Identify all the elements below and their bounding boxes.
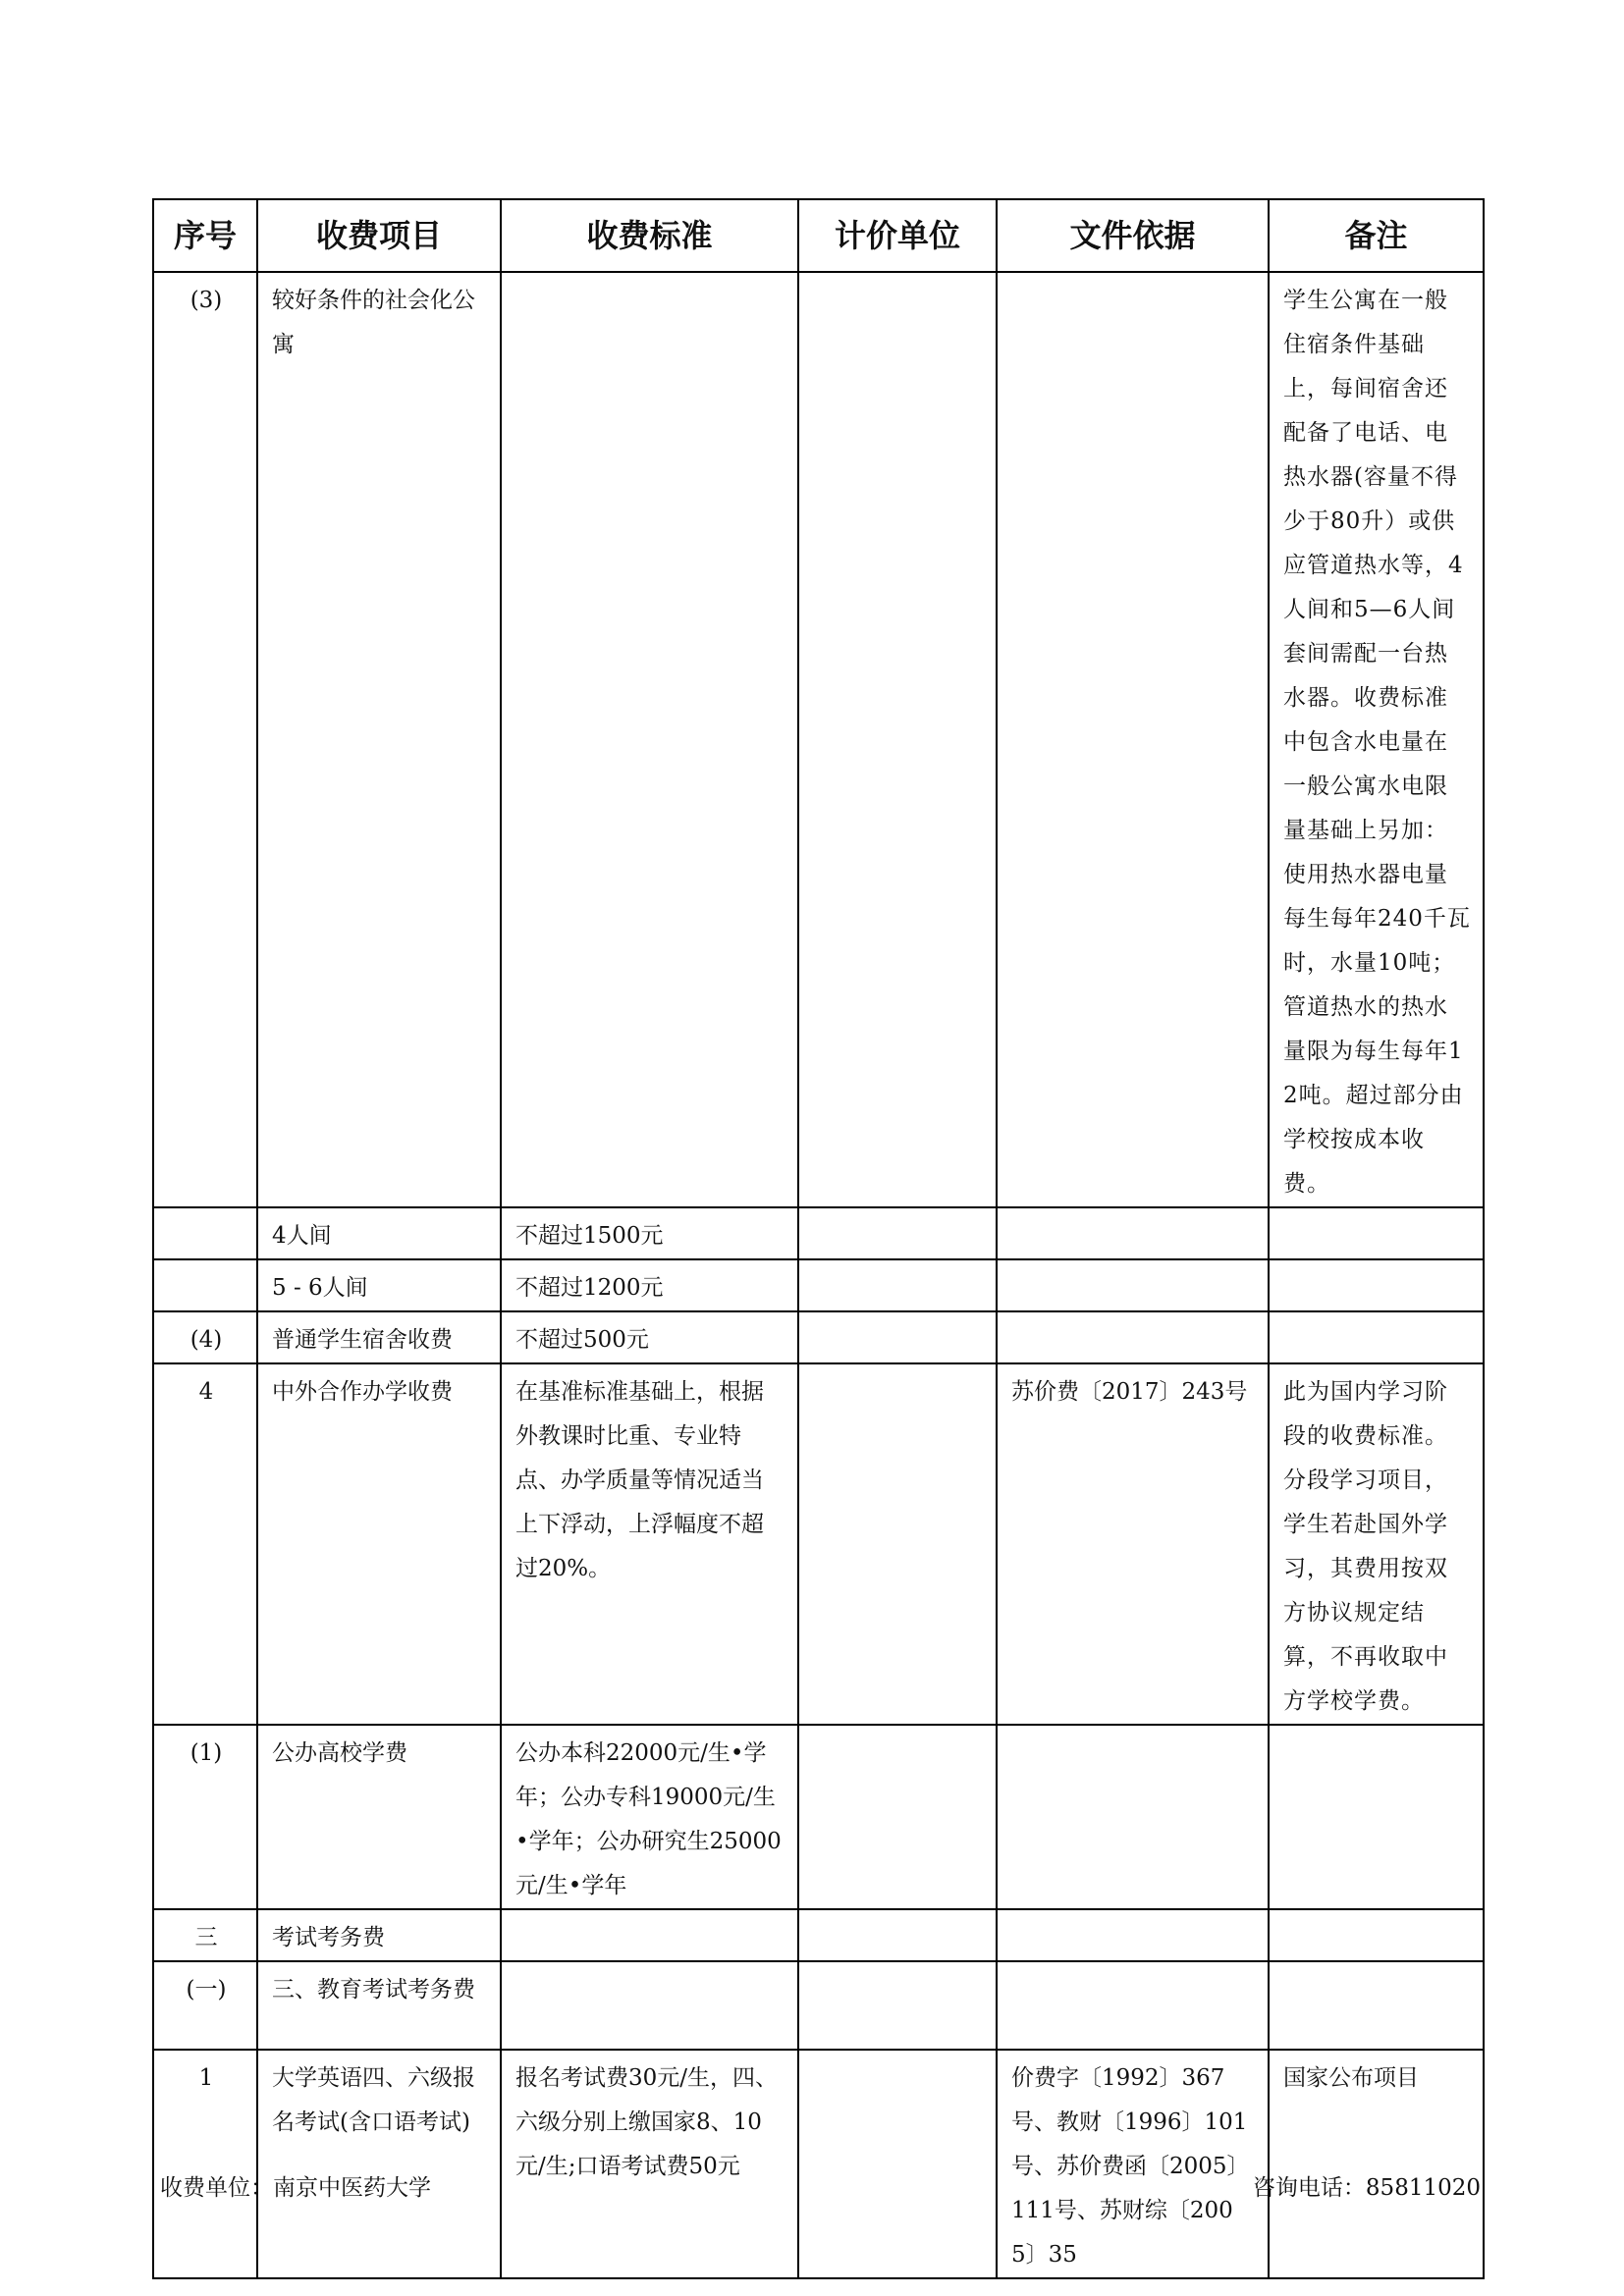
cell-item: 4人间 <box>257 1207 501 1259</box>
cell-standard <box>501 1909 798 1961</box>
table-row <box>153 1363 1484 1725</box>
cell-note <box>1269 1961 1484 2050</box>
table-row <box>153 272 1484 1207</box>
cell-unit <box>798 1725 997 1909</box>
cell-note <box>1269 1909 1484 1961</box>
cell-basis <box>997 1961 1269 2050</box>
cell-unit <box>798 1961 997 2050</box>
cell-unit <box>798 1363 997 1725</box>
header-no: 序号 <box>153 199 257 272</box>
header-standard: 收费标准 <box>501 199 798 272</box>
header-unit: 计价单位 <box>798 199 997 272</box>
fee-table <box>152 198 1485 2279</box>
cell-standard: 报名考试费30元/生，四、六级分别上缴国家8、10元/生;口语考试费50元 <box>501 2050 798 2278</box>
cell-no <box>153 1259 257 1311</box>
cell-basis <box>997 1259 1269 1311</box>
cell-note <box>1269 1259 1484 1311</box>
header-item: 收费项目 <box>257 199 501 272</box>
cell-basis <box>997 1725 1269 1909</box>
cell-basis <box>997 1207 1269 1259</box>
table-row <box>153 1259 1484 1311</box>
cell-item: 考试考务费 <box>257 1909 501 1961</box>
consult-phone-label: 咨询电话：85811020 <box>1252 2175 1481 2201</box>
cell-basis: 苏价费〔2017〕243号 <box>997 1363 1269 1725</box>
table-header-row <box>153 199 1484 272</box>
cell-note <box>1269 1311 1484 1363</box>
cell-basis: 价费字〔1992〕367号、教财〔1996〕101号、苏价费函〔2005〕111号、苏财综〔2005〕35 <box>997 2050 1269 2278</box>
cell-no: (3) <box>153 272 257 1207</box>
cell-unit <box>798 2050 997 2278</box>
table-row <box>153 1311 1484 1363</box>
table-row <box>153 1725 1484 1909</box>
cell-note: 学生公寓在一般住宿条件基础上，每间宿舍还配备了电话、电热水器(容量不得少于80升）或供应管道热水等，4人间和5—6人间套间需配一台热水器。收费标准中包含水电量在一般公寓水电限量基础上另加：使用热水器电量每生每年240千瓦时，水量10吨；管道热水的热水量限为每生每年12吨。超过部分由学校按成本收费。 <box>1269 272 1484 1207</box>
cell-unit <box>798 1909 997 1961</box>
cell-unit <box>798 1259 997 1311</box>
cell-no <box>153 1207 257 1259</box>
cell-standard <box>501 1961 798 2050</box>
cell-item: 大学英语四、六级报名考试(含口语考试) <box>257 2050 501 2278</box>
cell-item: 公办高校学费 <box>257 1725 501 1909</box>
cell-note: 此为国内学习阶段的收费标准。分段学习项目，学生若赴国外学习，其费用按双方协议规定结算，不再收取中方学校学费。 <box>1269 1363 1484 1725</box>
cell-unit <box>798 1207 997 1259</box>
cell-no: 三 <box>153 1909 257 1961</box>
cell-unit <box>798 272 997 1207</box>
cell-standard: 不超过500元 <box>501 1311 798 1363</box>
cell-basis <box>997 1909 1269 1961</box>
cell-basis <box>997 1311 1269 1363</box>
cell-item: 三、教育考试考务费 <box>257 1961 501 2050</box>
table-row <box>153 1961 1484 2050</box>
cell-no: 1 <box>153 2050 257 2278</box>
cell-note <box>1269 1207 1484 1259</box>
cell-no: (1) <box>153 1725 257 1909</box>
table-row <box>153 2050 1484 2278</box>
cell-note <box>1269 1725 1484 1909</box>
cell-unit <box>798 1311 997 1363</box>
cell-standard: 公办本科22000元/生•学年；公办专科19000元/生•学年；公办研究生25000元/生•学年 <box>501 1725 798 1909</box>
cell-standard: 在基准标准基础上，根据外教课时比重、专业特点、办学质量等情况适当上下浮动，上浮幅度不超过20%。 <box>501 1363 798 1725</box>
table-row <box>153 1207 1484 1259</box>
fee-unit-label: 收费单位：南京中医药大学 <box>160 2175 431 2201</box>
table-row <box>153 1909 1484 1961</box>
cell-standard <box>501 272 798 1207</box>
cell-note: 国家公布项目 <box>1269 2050 1484 2278</box>
cell-item: 5 - 6人间 <box>257 1259 501 1311</box>
cell-no: 4 <box>153 1363 257 1725</box>
header-note: 备注 <box>1269 199 1484 272</box>
cell-no: (一) <box>153 1961 257 2050</box>
cell-standard: 不超过1500元 <box>501 1207 798 1259</box>
cell-standard: 不超过1200元 <box>501 1259 798 1311</box>
cell-basis <box>997 272 1269 1207</box>
cell-item: 中外合作办学收费 <box>257 1363 501 1725</box>
cell-item: 普通学生宿舍收费 <box>257 1311 501 1363</box>
cell-item: 较好条件的社会化公寓 <box>257 272 501 1207</box>
header-basis: 文件依据 <box>997 199 1269 272</box>
cell-no: (4) <box>153 1311 257 1363</box>
